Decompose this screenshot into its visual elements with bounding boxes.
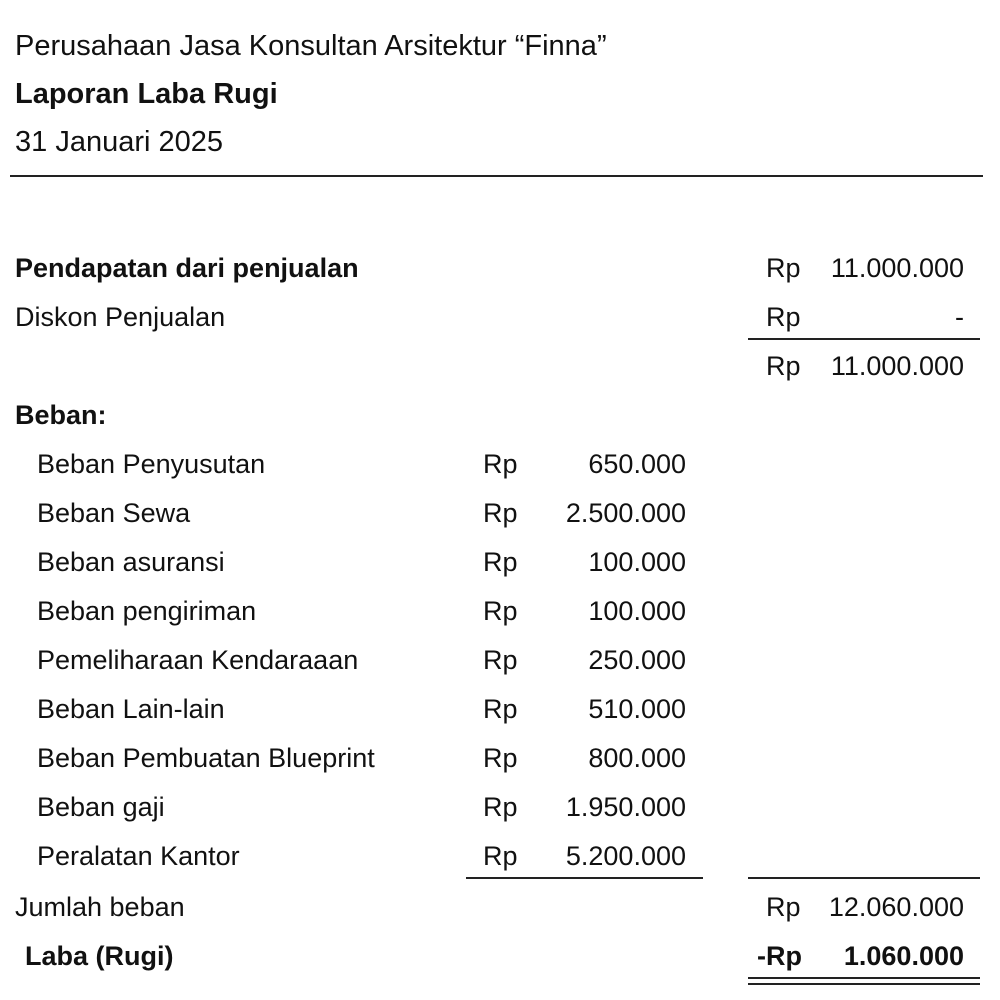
total-expense-value: 12.060.000 (828, 892, 964, 922)
company-name: Perusahaan Jasa Konsultan Arsitektur “Finna” (15, 30, 607, 62)
double-underline-bottom (748, 983, 980, 985)
expense-label: Beban Pembuatan Blueprint (37, 743, 375, 773)
discount-value: - (955, 302, 964, 332)
expense-currency: Rp (483, 792, 518, 822)
expense-currency: Rp (483, 743, 518, 773)
total-expense-label: Jumlah beban (15, 892, 185, 922)
expense-currency: Rp (483, 547, 518, 577)
expense-value: 800.000 (588, 743, 686, 773)
expense-value: 2.500.000 (565, 498, 686, 528)
expense-label: Beban asuransi (37, 547, 225, 577)
sales-value: 11.000.000 (830, 253, 964, 283)
expense-label: Beban Penyusutan (37, 449, 266, 479)
expense-currency: Rp (483, 449, 518, 479)
expense-label: Beban pengiriman (37, 596, 257, 626)
double-underline-top (748, 977, 980, 979)
profit-loss-label: Laba (Rugi) (25, 941, 174, 971)
discount-currency: Rp (766, 302, 801, 332)
total-expense-currency: Rp (766, 892, 801, 922)
expense-currency: Rp (483, 596, 518, 626)
expense-currency: Rp (483, 841, 518, 871)
expenses-total-top-rule (748, 877, 980, 879)
expense-label: Pemeliharaan Kendaraaan (37, 645, 359, 675)
expense-value: 1.950.000 (565, 792, 686, 822)
expenses-heading: Beban: (15, 400, 107, 430)
expense-label: Beban Lain-lain (37, 694, 225, 724)
expense-currency: Rp (483, 694, 518, 724)
expense-value: 5.200.000 (565, 841, 686, 871)
report-date: 31 Januari 2025 (15, 126, 223, 158)
expense-label: Beban Sewa (37, 498, 191, 528)
net-revenue-value: 11.000.000 (830, 351, 964, 381)
expense-label: Beban gaji (37, 792, 165, 822)
expense-currency: Rp (483, 645, 518, 675)
expense-currency: Rp (483, 498, 518, 528)
expense-value: 100.000 (588, 596, 686, 626)
expense-label: Peralatan Kantor (37, 841, 240, 871)
revenue-subtotal-rule (748, 338, 980, 340)
expense-value: 100.000 (588, 547, 686, 577)
report-title: Laporan Laba Rugi (15, 78, 278, 110)
profit-loss-value: 1.060.000 (843, 941, 964, 971)
expenses-subtotal-rule (466, 877, 703, 879)
discount-label: Diskon Penjualan (15, 302, 226, 332)
sales-label: Pendapatan dari penjualan (15, 253, 359, 283)
net-revenue-currency: Rp (766, 351, 801, 381)
expense-value: 510.000 (588, 694, 686, 724)
expense-value: 250.000 (588, 645, 686, 675)
sales-currency: Rp (766, 253, 801, 283)
profit-loss-currency: -Rp (757, 941, 802, 971)
expense-value: 650.000 (588, 449, 686, 479)
header-divider (10, 175, 983, 177)
